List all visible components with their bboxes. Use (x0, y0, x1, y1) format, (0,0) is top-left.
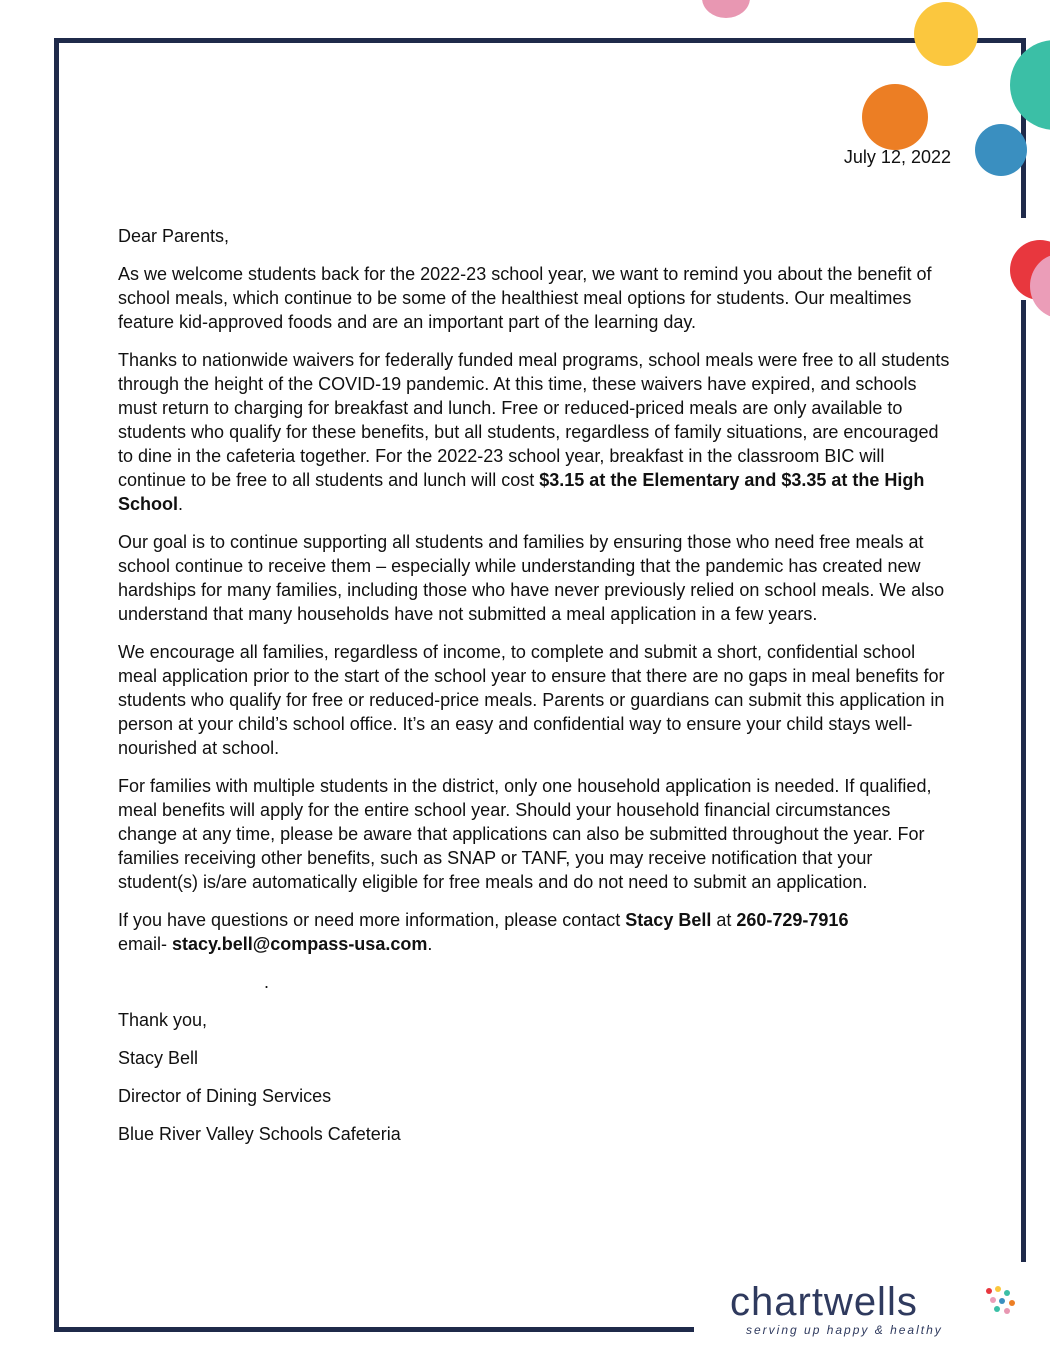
paragraph-encourage: We encourage all families, regardless of income, to complete and submit a short, confidential school meal application prior to the start of the school year to ensure that there are no gaps in meal benefits for students who qualify for free or reduced-price meals. Parents or guardians can submit this application in person at your child’s school office. It’s an easy and confidential way to ensure your child stays well-nourished at school. (118, 642, 945, 758)
decorative-dot-orange (862, 84, 928, 150)
paragraph-goal: Our goal is to continue supporting all students and families by ensuring those who need free meals at school continue to receive them – especially while understanding that the pandemic has created new hardships for many families, including those who have never previously relied on school meals. We also understand that many households have not submitted a meal application in a few years. (118, 532, 945, 624)
closing-thanks: Thank you, (118, 1010, 208, 1030)
frame-border-right-lower (1021, 300, 1026, 1262)
contact-phone: 260-729-7916 (736, 910, 849, 930)
signer-title: Director of Dining Services (118, 1086, 332, 1106)
meal-prices: $3.15 at the Elementary and $3.35 at the High School (118, 470, 925, 514)
paragraph-waivers (118, 348, 954, 516)
decorative-dot-teal (1010, 40, 1050, 130)
logo-dots-icon (984, 1286, 1020, 1316)
contact-email: stacy.bell@compass-usa.com (172, 934, 428, 954)
signer-name: Stacy Bell (118, 1048, 199, 1068)
chartwells-logo (730, 1280, 1030, 1340)
decorative-dot-yellow (914, 2, 978, 66)
letter-date: July 12, 2022 (843, 147, 951, 167)
signer-organization: Blue River Valley Schools Cafeteria (118, 1124, 401, 1144)
salutation: Dear Parents, (118, 226, 230, 246)
frame-border-top (54, 38, 1026, 43)
paragraph-welcome: As we welcome students back for the 2022-23 school year, we want to remind you about the benefit of school meals, which continue to be some of the healthiest meal options for students. Our mealtimes feature kid-approved foods and are an important part of the learning day. (118, 264, 932, 332)
paragraph-waivers-end: . (178, 494, 184, 514)
frame-border-left (54, 38, 59, 1332)
letter-body (118, 224, 954, 1160)
contact-end: . (427, 934, 433, 954)
contact-intro: If you have questions or need more information, please contact (118, 910, 626, 930)
paragraph-waivers-text: Thanks to nationwide waivers for federally funded meal programs, school meals were free to all students through the height of the COVID-19 pandemic. At this time, these waivers have expired, and schools must return to charging for breakfast and lunch. Free or reduced-priced meals are only available to students who qualify for these benefits, but all students, regardless of family situations, are encouraged to dine in the cafeteria together. For the 2022-23 school year, breakfast in the classroom BIC will continue to be free to all students and lunch will cost (118, 350, 950, 490)
paragraph-contact (118, 908, 954, 956)
contact-name: Stacy Bell (625, 910, 712, 930)
logo-wordmark: chartwells (730, 1280, 918, 1324)
frame-border-bottom (54, 1327, 694, 1332)
contact-at: at (711, 910, 737, 930)
letter-closing (118, 1008, 954, 1146)
contact-email-label: email- (118, 934, 173, 954)
decorative-dot-pink (702, 0, 750, 18)
stray-dot: . (264, 972, 270, 992)
logo-tagline: serving up happy & healthy (746, 1323, 943, 1337)
decorative-dot-blue (975, 124, 1027, 176)
paragraph-household: For families with multiple students in the district, only one household application is needed. If qualified, meal benefits will apply for the entire school year. Should your household financial circumstances change at any time, please be aware that applications can also be submitted throughout the year. For families receiving other benefits, such as SNAP or TANF, you may receive notification that your student(s) is/are automatically eligible for free meals and do not need to submit an application. (118, 776, 932, 892)
